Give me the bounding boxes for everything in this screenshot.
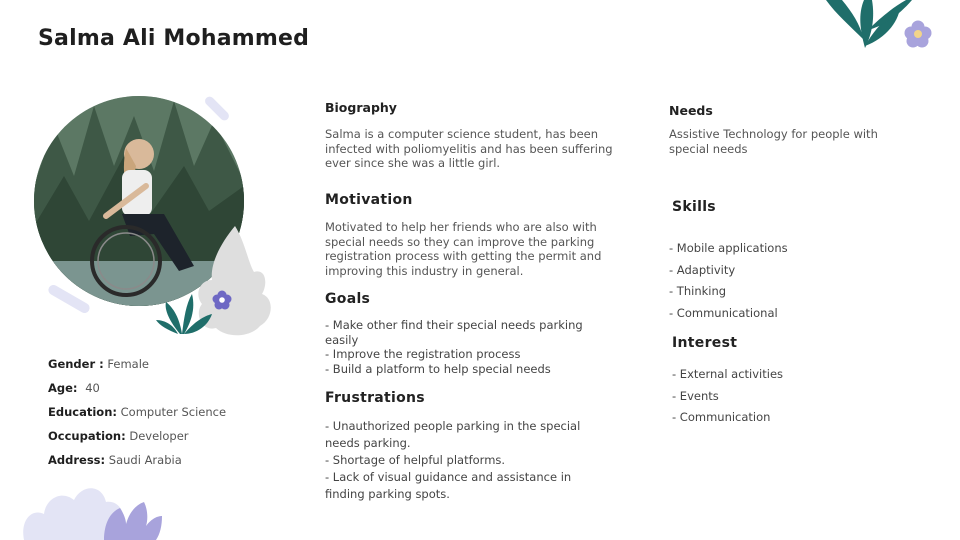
biography-text: Salma is a computer science student, has been infected with poliomyelitis and has been suffering ever since she was a little girl. [325, 127, 613, 171]
list-item: - Improve the registration process [325, 347, 521, 362]
bush-decoration-bottom-left [20, 480, 170, 540]
education-value: Computer Science [120, 405, 227, 419]
goals-heading: Goals [325, 291, 371, 307]
interest-list [672, 364, 783, 429]
list-item: - Make other find their special needs parking easily [325, 318, 583, 347]
list-item: - External activities [672, 367, 784, 381]
age-label: Age: [48, 381, 78, 395]
pale-dash-decoration [203, 95, 231, 123]
interest-heading: Interest [672, 335, 738, 351]
education-row [48, 405, 226, 429]
list-item: - Thinking [669, 284, 727, 298]
list-item: - Lack of visual guidance and assistance in finding parking spots. [325, 470, 572, 501]
gender-label: Gender : [48, 357, 104, 371]
list-item: - Build a platform to help special needs [325, 361, 551, 376]
education-label: Education: [48, 405, 117, 419]
persona-name: Salma Ali Mohammed [38, 26, 310, 51]
flower-icon [905, 21, 932, 48]
age-row [48, 381, 226, 405]
gender-value: Female [107, 357, 149, 371]
goals-list [325, 318, 610, 376]
leaf-flower-decoration-top-right [820, 0, 960, 60]
occupation-value: Developer [129, 429, 189, 443]
list-item: - Unauthorized people parking in the special needs parking. [325, 419, 581, 450]
occupation-row [48, 429, 226, 453]
needs-heading: Needs [669, 103, 713, 118]
motivation-text: Motivated to help her friends who are also with special needs so they can improve the parking registration process with getting the permit and improving this industry in general. [325, 220, 602, 278]
skills-list [669, 238, 788, 324]
list-item: - Events [672, 388, 719, 403]
skills-heading: Skills [672, 199, 716, 215]
gender-row [48, 357, 226, 381]
age-value: 40 [85, 381, 100, 395]
leaf-decoration-photo [150, 222, 280, 342]
frustrations-heading: Frustrations [325, 390, 425, 406]
address-value: Saudi Arabia [108, 453, 182, 467]
list-item: - Mobile applications [669, 241, 788, 255]
needs-text: Assistive Technology for people with special needs [669, 127, 878, 156]
motivation-heading: Motivation [325, 192, 413, 208]
list-item: - Shortage of helpful platforms. [325, 453, 506, 467]
list-item: - Adaptivity [669, 262, 736, 277]
persona-info [48, 357, 226, 477]
address-row [48, 453, 226, 477]
teal-leaf-icon [826, 0, 864, 40]
list-item: - Communication [672, 410, 771, 424]
biography-heading: Biography [325, 100, 397, 115]
frustrations-list [325, 418, 610, 503]
address-label: Address: [48, 453, 106, 467]
list-item: - Communicational [669, 305, 778, 320]
occupation-label: Occupation: [48, 429, 126, 443]
